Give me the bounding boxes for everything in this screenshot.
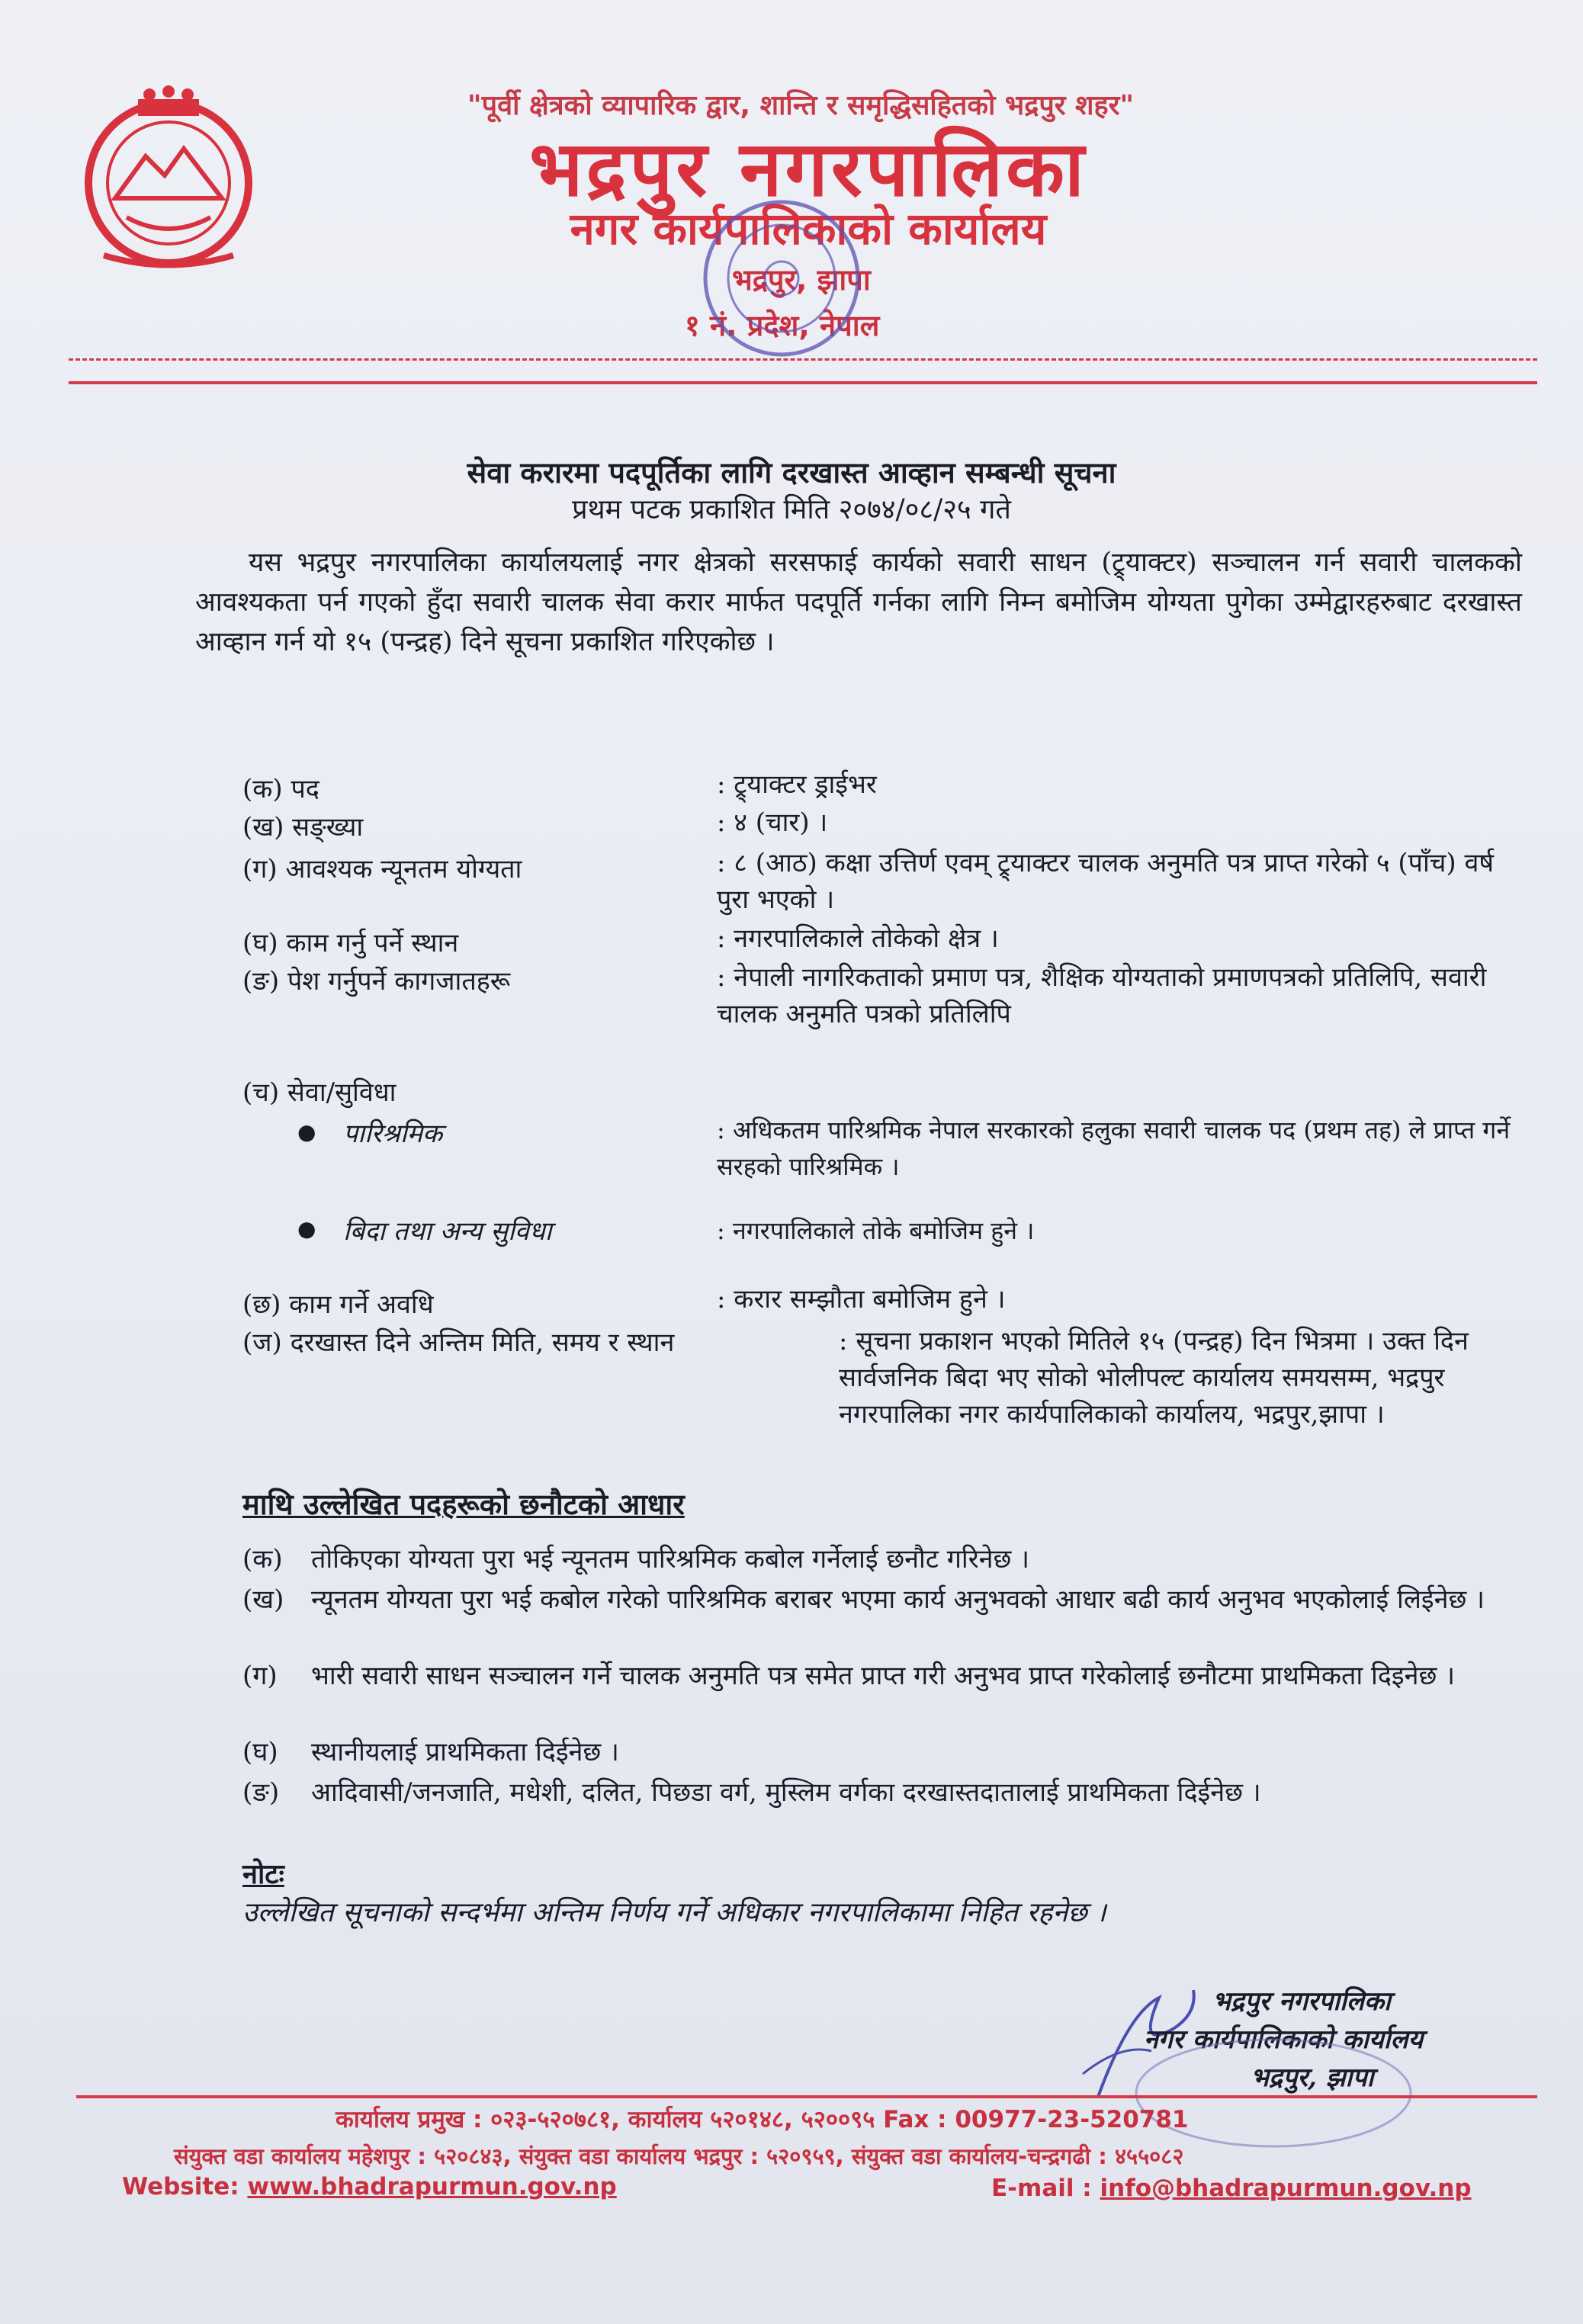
selection-text: स्थानीयलाई प्राथमिकता दिईनेछ । [311,1737,619,1767]
signature-line-1: भद्रपुर नगरपालिका [1212,1986,1391,2017]
office-stamp-icon [671,191,892,366]
selection-text: आदिवासी/जनजाति, मधेशी, दलित, पिछडा वर्ग, मुस्लिम वर्गका दरखास्तदातालाई प्राथमिकता दिईनेछ । [311,1777,1261,1808]
detail-value-post: : ट्र्याक्टर ड्राईभर [717,769,877,800]
note-text: उल्लेखित सूचनाको सन्दर्भमा अन्तिम निर्णय गर्ने अधिकार नगरपालिकामा निहित रहनेछ । [242,1897,1106,1928]
notice-intro: यस भद्रपुर नगरपालिका कार्यालयलाई नगर क्षेत्रको सरसफाई कार्यको सवारी साधन (ट्र्याक्टर) सञ्चालन गर्न सवारी चालकको आवश्यकता पर्न गएको हुँदा सवारी चालक सेवा करार मार्फत पदपूर्ति गर्नका लागि निम्न बमोजिम योग्यता पुगेका उम्मेद्वारहरुबाट दरखास्त आव्हान गर्न यो १५ (पन्द्रह) दिने सूचना प्रकाशित गरिएकोछ । [195,547,1522,657]
detail-label-duration: (छ) काम गर्ने अवधि [242,1289,434,1320]
selection-item [242,1733,1524,1771]
selection-text: भारी सवारी साधन सञ्चालन गर्ने चालक अनुमति पत्र समेत प्राप्त गरी अनुभव प्राप्त गरेकोलाई छनौटमा प्राथमिकता दिइनेछ । [311,1661,1455,1691]
detail-value-duration: : करार सम्झौता बमोजिम हुने । [717,1284,1006,1314]
selection-text: न्यूनतम योग्यता पुरा भई कबोल गरेको पारिश्रमिक बराबर भएमा कार्य अनुभवको आधार बढी कार्य अनुभव भएकोलाई लिईनेछ । [311,1584,1485,1615]
selection-item [242,1657,1524,1695]
detail-label-documents: (ङ) पेश गर्नुपर्ने कागजातहरू [242,966,511,997]
detail-label-post: (क) पद [242,774,319,804]
selection-item [242,1540,1524,1578]
facility-label-leave: बिदा तथा अन्य सुविधा [343,1216,552,1247]
detail-value-deadline: : सूचना प्रकाशन भएको मितिले १५ (पन्द्रह) दिन भित्रमा । उक्त दिन सार्वजनिक बिदा भए सोको भोलीपल्ट कार्यालय समयसम्म, भद्रपुर नगरपालिका नगर कार्यपालिकाको कार्यालय, भद्रपुर,झापा । [839,1326,1469,1430]
selection-item [242,1581,1524,1619]
selection-key: (ङ) [242,1777,280,1808]
detail-label-qualification: (ग) आवश्यक न्यूनतम योग्यता [242,854,522,884]
signature-line-3: भद्रपुर, झापा [1251,2062,1374,2093]
detail-label-location: (घ) काम गर्नु पर्ने स्थान [242,928,459,958]
detail-label-count: (ख) सङ्ख्या [242,812,364,843]
bullet-icon: ● [297,1216,316,1241]
office-name: नगर कार्यपालिकाको कार्यालय [570,203,1047,255]
detail-value-documents: : नेपाली नागरिकताको प्रमाण पत्र, शैक्षिक योग्यताको प्रमाणपत्रको प्रतिलिपि, सवारी चालक अनुमति पत्रको प्रतिलिपि [717,962,1487,1029]
municipality-name: भद्रपुर नगरपालिका [529,124,1087,213]
detail-value-count: : ४ (चार) । [717,807,828,838]
website-link[interactable]: www.bhadrapurmun.gov.np [247,2173,617,2200]
nepal-emblem-icon [73,84,264,274]
detail-value-qualification: : ८ (आठ) कक्षा उत्तिर्ण एवम् ट्र्याक्टर चालक अनुमति पत्र प्राप्त गरेको ५ (पाँच) वर्ष पुरा भएको । [717,848,1495,915]
facility-value-salary: : अधिकतम पारिश्रमिक नेपाल सरकारको हलुका सवारी चालक पद (प्रथम तह) ले प्राप्त गर्ने सरहको पारिश्रमिक । [717,1115,1511,1181]
email-link[interactable]: info@bhadrapurmun.gov.np [1100,2175,1472,2202]
notice-published-date: प्रथम पटक प्रकाशित मिति २०७४/०८/२५ गते [572,494,1011,525]
header-dashed-rule [69,358,1537,361]
selection-key: (घ) [242,1737,278,1767]
website-label: Website: [122,2173,239,2200]
header-motto: "पूर्वी क्षेत्रको व्यापारिक द्वार, शान्ति र समृद्धिसहितको भद्रपुर शहर" [467,90,1135,121]
selection-key: (ग) [242,1661,278,1691]
selection-key: (ख) [242,1584,284,1615]
address-line-2: १ नं. प्रदेश, नेपाल [685,309,880,342]
address-line-1: भद्रपुर, झापा [732,263,871,297]
footer-phone-line: कार्यालय प्रमुख : ०२३-५२०७८१, कार्यालय ५२०१४८, ५२००९५ Fax : 00977-23-520781 [336,2106,1189,2133]
selection-key: (क) [242,1544,283,1574]
footer-email [991,2175,1472,2202]
bullet-icon: ● [297,1119,316,1144]
officer-seal-icon [1129,2028,1418,2158]
footer-rule [76,2095,1537,2098]
facility-value-leave: : नगरपालिकाले तोके बमोजिम हुने । [717,1216,1035,1245]
selection-heading: माथि उल्लेखित पदहरूको छनौटको आधार [242,1487,685,1521]
detail-label-facilities: (च) सेवा/सुविधा [242,1077,397,1108]
notice-title: सेवा करारमा पदपूर्तिका लागि दरखास्त आव्हान सम्बन्धी सूचना [467,455,1116,490]
header-rule [69,381,1537,384]
selection-text: तोकिएका योग्यता पुरा भई न्यूनतम पारिश्रमिक कबोल गर्नेलाई छनौट गरिनेछ । [311,1544,1030,1574]
signature-line-2: नगर कार्यपालिकाको कार्यालय [1144,2024,1424,2055]
email-label: E-mail : [991,2175,1092,2202]
footer-website [122,2173,617,2200]
facility-label-salary: पारिश्रमिक [343,1119,443,1149]
detail-label-deadline: (ज) दरखास्त दिने अन्तिम मिति, समय र स्थान [242,1327,675,1358]
footer-ward-line: संयुक्त वडा कार्यालय महेशपुर : ५२०८४३, संयुक्त वडा कार्यालय भद्रपुर : ५२०९५९, संयुक्त वडा कार्यालय-चन्द्रगढी : ४५५०८२ [174,2143,1184,2169]
detail-value-location: : नगरपालिकाले तोकेको क्षेत्र । [717,923,999,954]
selection-item [242,1773,1524,1812]
note-heading: नोटः [242,1858,284,1890]
